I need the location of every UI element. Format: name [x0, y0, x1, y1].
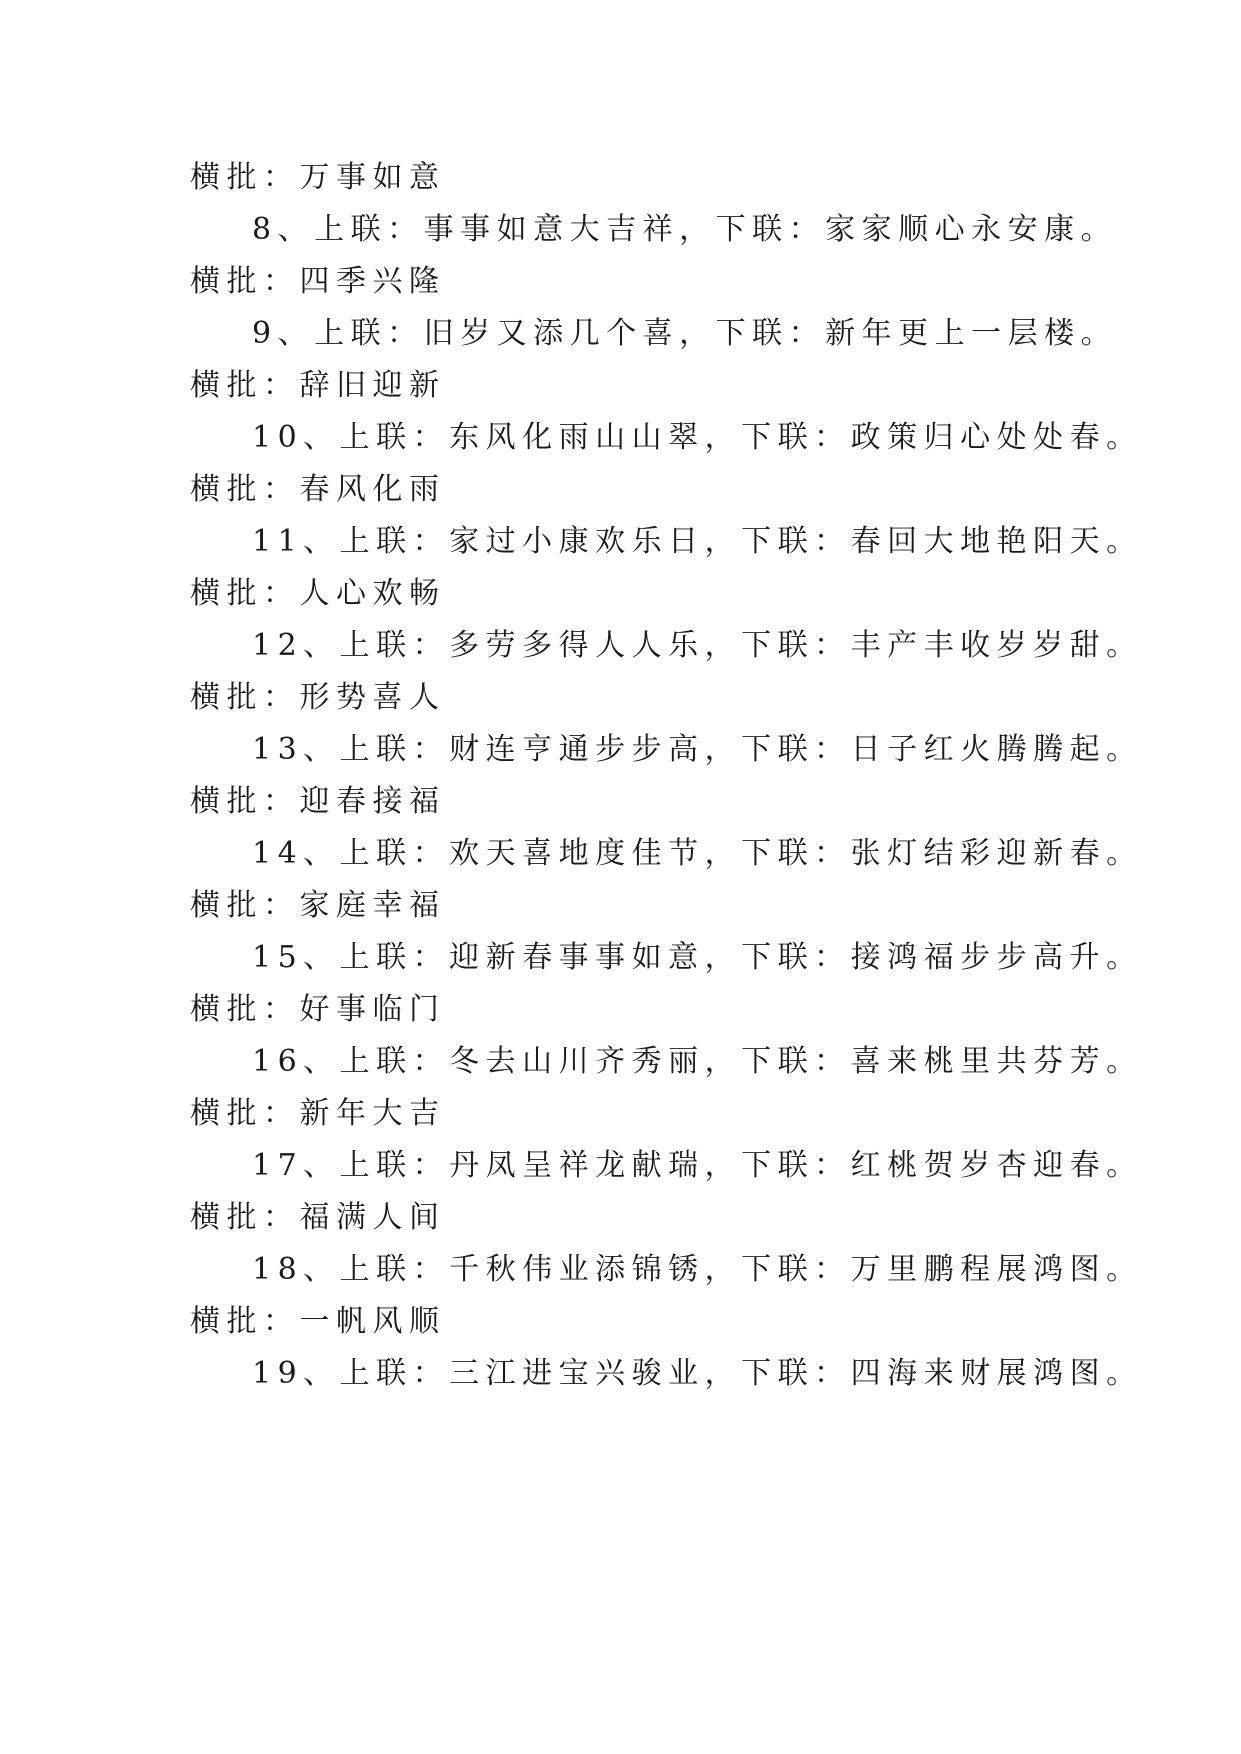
hengpi-line: 横批：好事临门	[190, 992, 446, 1027]
hengpi-line: 横批：家庭幸福	[190, 888, 446, 923]
hengpi-line: 横批：辞旧迎新	[190, 368, 446, 403]
hengpi-line: 横批：一帆风顺	[190, 1304, 446, 1339]
hengpi-line: 横批：人心欢畅	[190, 576, 446, 611]
couplet-entry: 11、上联：家过小康欢乐日，下联：春回大地艳阳天。	[252, 524, 1143, 559]
couplet-entry: 16、上联：冬去山川齐秀丽，下联：喜来桃里共芬芳。	[252, 1044, 1143, 1079]
couplet-entry: 15、上联：迎新春事事如意，下联：接鸿福步步高升。	[252, 940, 1143, 975]
hengpi-line: 横批：春风化雨	[190, 472, 446, 507]
hengpi-line: 横批：迎春接福	[190, 784, 446, 819]
couplet-entry: 8、上联：事事如意大吉祥，下联：家家顺心永安康。	[252, 212, 1118, 247]
hengpi-line: 横批：新年大吉	[190, 1096, 446, 1131]
hengpi-line: 横批：形势喜人	[190, 680, 446, 715]
couplet-entry: 12、上联：多劳多得人人乐，下联：丰产丰收岁岁甜。	[252, 628, 1143, 663]
couplet-entry: 9、上联：旧岁又添几个喜，下联：新年更上一层楼。	[252, 316, 1118, 351]
couplet-entry: 13、上联：财连亨通步步高，下联：日子红火腾腾起。	[252, 732, 1143, 767]
couplet-entry: 17、上联：丹凤呈祥龙献瑞，下联：红桃贺岁杏迎春。	[252, 1148, 1143, 1183]
hengpi-line: 横批：万事如意	[190, 160, 446, 195]
couplet-list	[190, 158, 1143, 1406]
hengpi-line: 横批：福满人间	[190, 1200, 446, 1235]
couplet-entry: 18、上联：千秋伟业添锦锈，下联：万里鹏程展鸿图。	[252, 1252, 1143, 1287]
couplet-entry: 14、上联：欢天喜地度佳节，下联：张灯结彩迎新春。	[252, 836, 1143, 871]
couplet-entry: 10、上联：东风化雨山山翠，下联：政策归心处处春。	[252, 420, 1143, 455]
couplet-entry: 19、上联：三江进宝兴骏业，下联：四海来财展鸿图。	[252, 1356, 1143, 1391]
hengpi-line: 横批：四季兴隆	[190, 264, 446, 299]
